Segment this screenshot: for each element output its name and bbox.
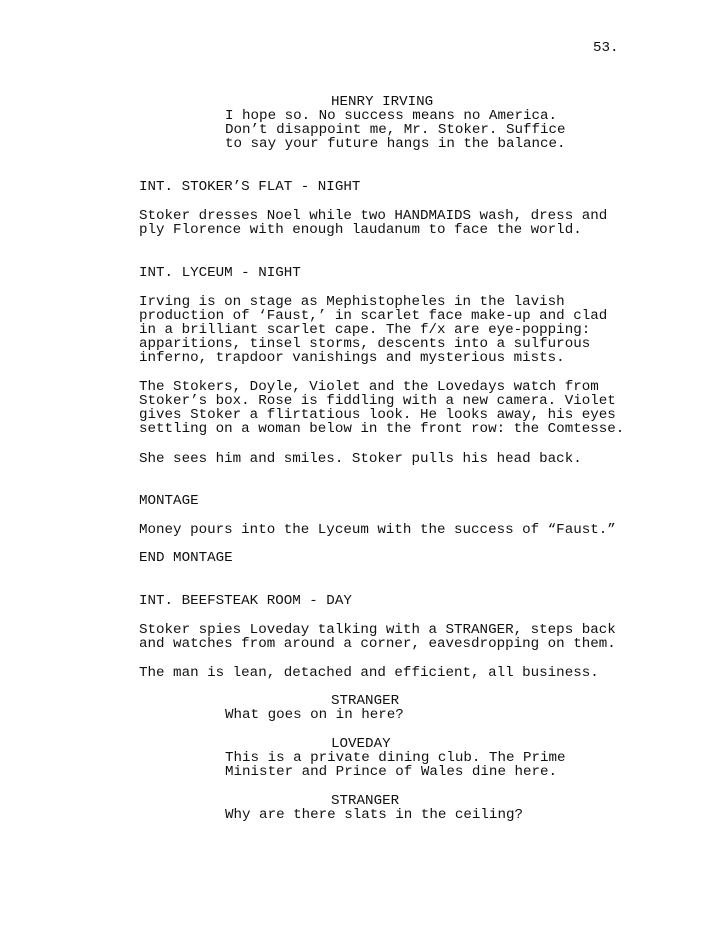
dialogue-line: Don’t disappoint me, Mr. Stoker. Suffice (225, 122, 566, 138)
action-line: She sees him and smiles. Stoker pulls his head back. (139, 451, 582, 467)
dialogue-line: What goes on in here? (225, 707, 404, 723)
action-line: apparitions, tinsel storms, descents into a sulfurous (139, 336, 591, 352)
action-line: Stoker spies Loveday talking with a STRANGER, steps back (139, 622, 616, 638)
dialogue-line: Why are there slats in the ceiling? (225, 807, 523, 823)
action-line: in a brilliant scarlet cape. The f/x are eye-popping: (139, 322, 591, 338)
action-line: settling on a woman below in the front row: the Comtesse. (139, 421, 625, 437)
dialogue-line: This is a private dining club. The Prime (225, 750, 566, 766)
dialogue-line: Minister and Prince of Wales dine here. (225, 764, 558, 780)
action-line: The man is lean, detached and efficient, all business. (139, 665, 599, 681)
character-name: LOVEDAY (331, 736, 391, 752)
page-number: 53. (593, 40, 619, 56)
scene-heading: INT. LYCEUM - NIGHT (139, 265, 301, 281)
dialogue-line: to say your future hangs in the balance. (225, 136, 566, 152)
character-name: HENRY IRVING (331, 94, 434, 110)
action-line: inferno, trapdoor vanishings and mysterious mists. (139, 350, 565, 366)
action-line: and watches from around a corner, eavesdropping on them. (139, 636, 616, 652)
dialogue-line: I hope so. No success means no America. (225, 108, 558, 124)
character-name: STRANGER (331, 693, 400, 709)
transition-heading: END MONTAGE (139, 550, 233, 566)
action-line: Irving is on stage as Mephistopheles in the lavish (139, 294, 565, 310)
transition-heading: MONTAGE (139, 493, 199, 509)
character-name: STRANGER (331, 793, 400, 809)
action-line: The Stokers, Doyle, Violet and the Lovedays watch from (139, 379, 599, 395)
action-line: ply Florence with enough laudanum to face the world. (139, 222, 582, 238)
scene-heading: INT. BEEFSTEAK ROOM - DAY (139, 593, 352, 609)
action-line: Stoker’s box. Rose is fiddling with a new camera. Violet (139, 393, 616, 409)
scene-heading: INT. STOKER’S FLAT - NIGHT (139, 179, 361, 195)
action-line: Stoker dresses Noel while two HANDMAIDS wash, dress and (139, 208, 608, 224)
action-line: production of ‘Faust,’ in scarlet face make-up and clad (139, 308, 608, 324)
action-line: gives Stoker a flirtatious look. He looks away, his eyes (139, 407, 616, 423)
action-line: Money pours into the Lyceum with the success of “Faust.” (139, 522, 616, 538)
